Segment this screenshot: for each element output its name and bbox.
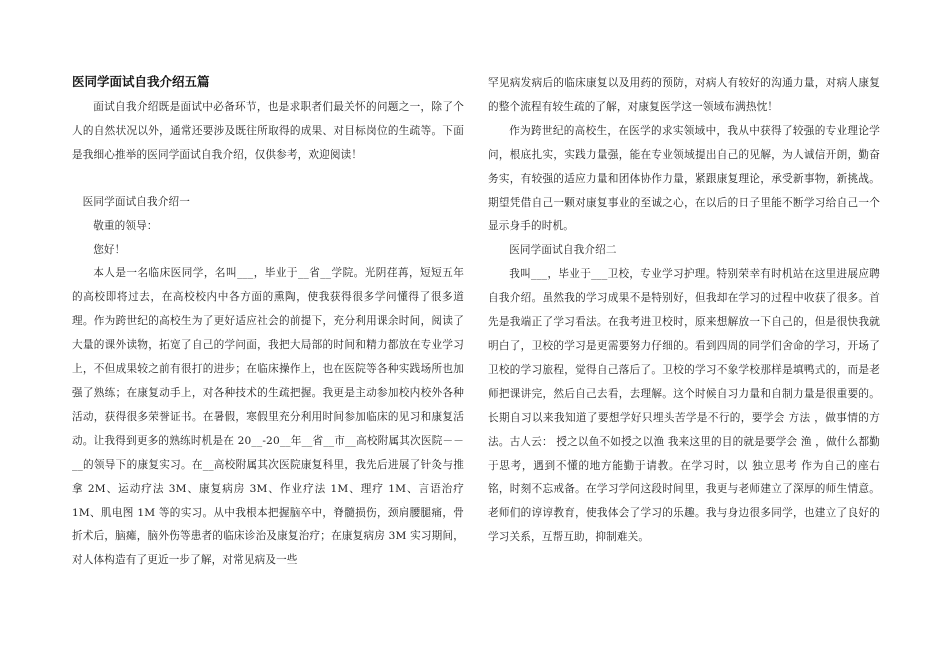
right-column <box>488 72 880 550</box>
body-paragraph-2: 作为跨世纪的高校生，在医学的求实领域中，我从中获得了较强的专业理论学问，根底扎实，实践力量强，能在专业领域提出自己的见解，为人诚信开朗，勤奋务实，有较强的适应力量和团体协作力量，紧跟康复理论，承受新事物，新挑战。期望凭借自己一颗对康复事业的至诚之心，在以后的日子里能不断学习给自己一个显示身手的时机。 <box>488 124 880 233</box>
document-title: 医同学面试自我介绍五篇 <box>72 74 210 89</box>
continuation-paragraph: 罕见病发病后的临床康复以及用药的预防，对病人有较好的沟通力量，对病人康复的整个流程有较生疏的了解，对康复医学这一领域布满热忱！ <box>488 77 880 113</box>
section-heading-1: 医同学面试自我介绍一 <box>82 195 191 208</box>
intro-paragraph: 面试自我介绍既是面试中必备环节，也是求职者们最关怀的问题之一，除了个人的自然状况以外，通常还要涉及既往所取得的成果、对目标岗位的生疏等。下面是我细心推举的医同学面试自我介绍，仅供参考，欢迎阅读！ <box>72 101 464 161</box>
salutation: 敬重的领导： <box>93 219 158 232</box>
section-heading-2: 医同学面试自我介绍二 <box>509 244 617 257</box>
body-paragraph-1: 本人是一名临床医同学，名叫___，毕业于__省__学院。光阴荏苒，短短五年的高校即将过去，在高校校内中各方面的熏陶，使我获得很多学问懂得了很多道理。作为跨世纪的高校生为了更好适应社会的前提下，充分利用课余时间，阅读了大量的课外读物，拓宽了自己的学问面，我把大局部的时间和精力都放在专业学习上，不但成果较之前有很打的进步；在临床操作上，也在医院等各种实践场所也加强了熟练；在康复动手上，对各种技术的生疏把握。我更是主动参加校内校外各种活动，获得很多荣誉证书。在暑假，寒假里充分利用时间参加临床的见习和康复活动。让我得到更多的熟练时机是在 20__-20__年__省__市__高校附属其次医院－－__的领导下的康复实习。在__高校附属其次医院康复科里，我先后进展了针灸与推拿 2M、运动疗法 3M、康复病房 3M、作业疗法 1M、理疗 1M、言语治疗 1M、肌电图 1M 等的实习。从中我根本把握脑卒中，脊髓损伤，颈肩腰腿痛，骨折术后，脑瘫，脑外伤等患者的临床诊治及康复治疗；在康复病房 3M 实习期间，对人体构造有了更近一步了解，对常见病及一些 <box>72 267 464 567</box>
body-paragraph-3: 我叫___，毕业于___卫校，专业学习护理。特别荣幸有时机站在这里进展应聘自我介绍。虽然我的学习成果不是特别好，但我却在学习的过程中收获了很多。首先是我端正了学习看法。在我考进卫校时，原来想解放一下自己的，但是很快我就明白了，卫校的学习是更需要努力仔细的。看到四周的同学们舍命的学习，开场了卫校的学习旅程，觉得自己落后了。卫校的学习不象学校那样是填鸭式的，而是老师把课讲完，然后自己去看，去理解。这个时候自习力量和自制力量是很重要的。长期自习以来我知道了要想学好只埋头苦学是不行的，要学会 方法 ，做事情的方法。古人云： 授之以鱼不如授之以渔 我来这里的目的就是要学会 渔 ，做什么都勤于思考，遇到不懂的地方能勤于请教。在学习时，以 独立思考 作为自己的座右铭，时刻不忘戒备。在学习学问这段时间里，我更与老师建立了深厚的师生情意。老师们的谆谆教育，使我体会了学习的乐趣。我与身边很多同学，也建立了良好的学习关系，互帮互助，抑制难关。 <box>488 268 880 544</box>
greeting: 您好！ <box>93 243 126 256</box>
spacer <box>72 168 464 191</box>
left-column <box>72 72 464 573</box>
